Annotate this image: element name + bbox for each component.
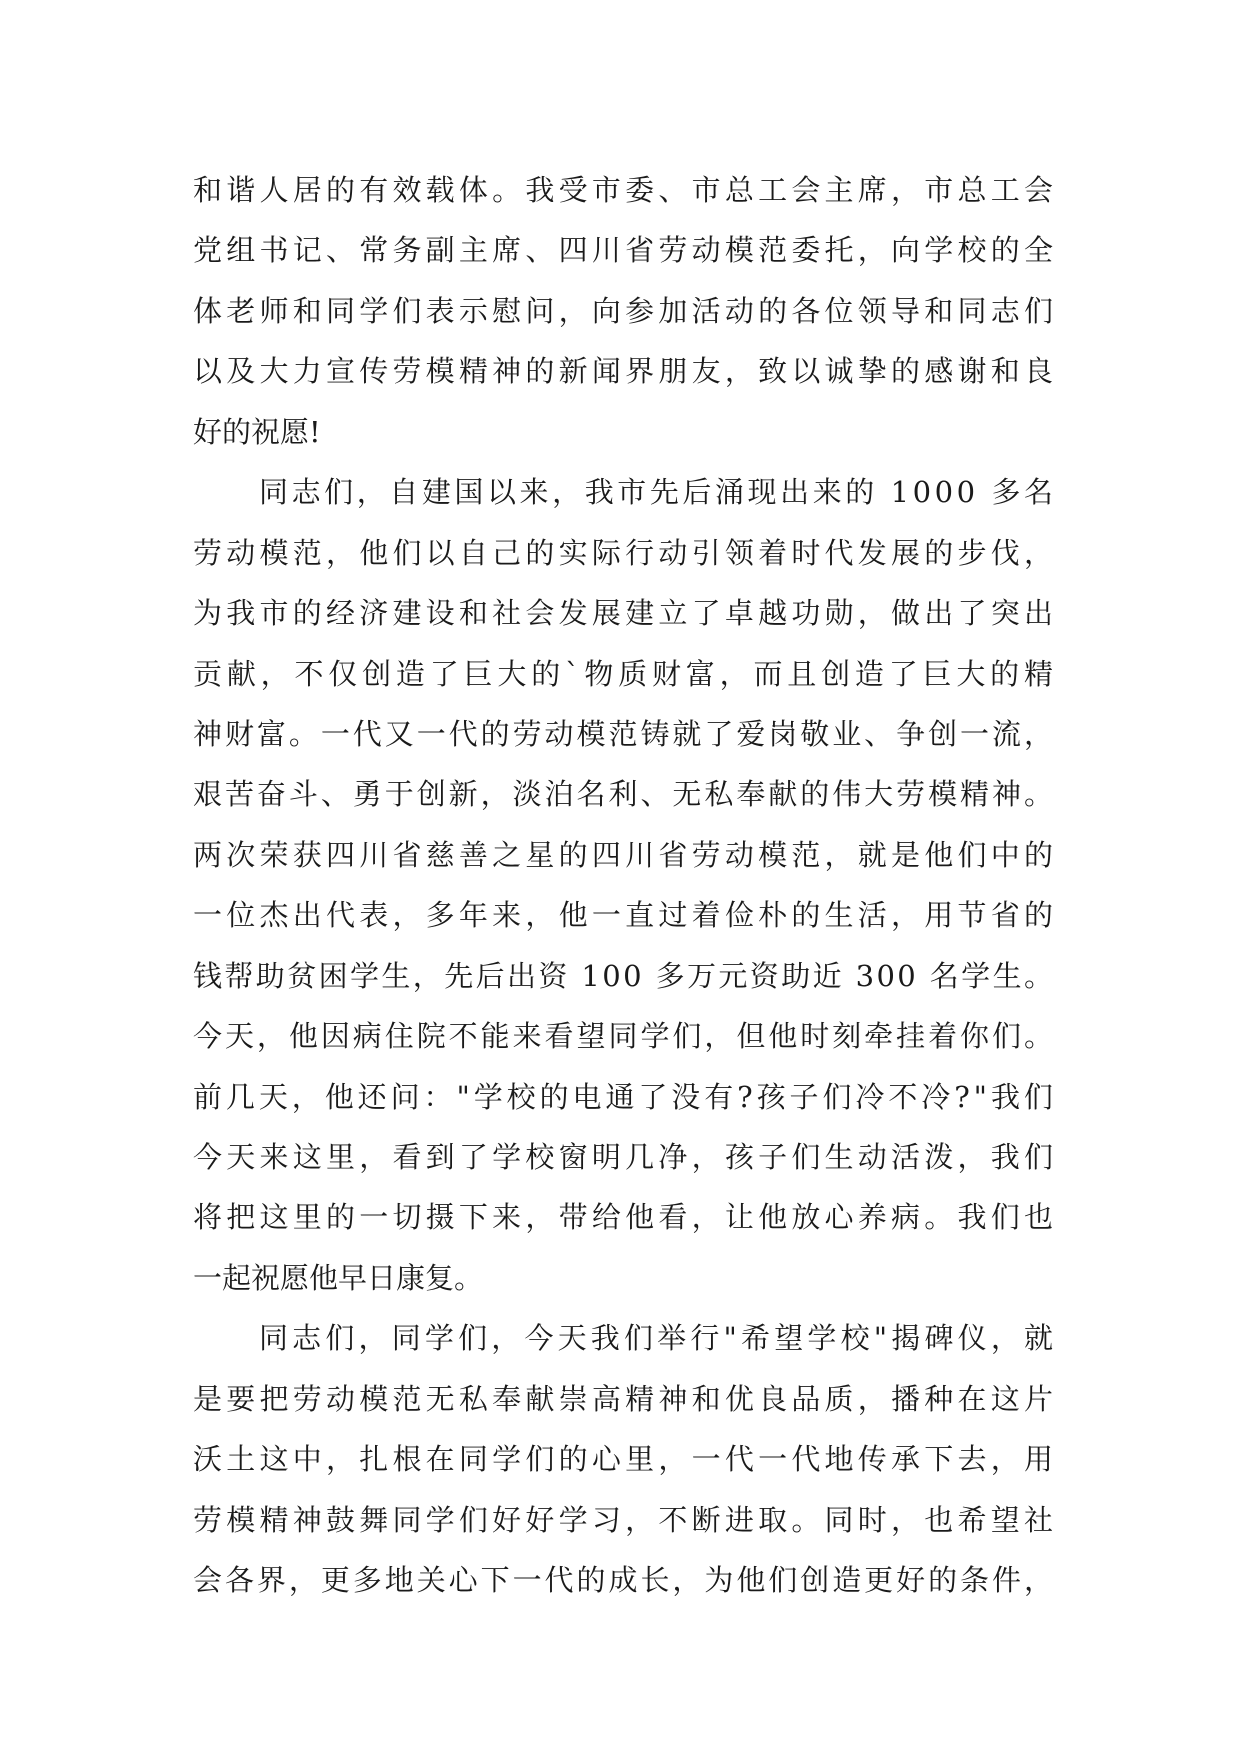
text-line: 为我市的经济建设和社会发展建立了卓越功勋，做出了突出	[193, 596, 1058, 631]
text-line: 同志们，自建国以来，我市先后涌现出来的 1000 多名	[259, 475, 1057, 510]
text-line: 党组书记、常务副主席、四川省劳动模范委托，向学校的全	[193, 233, 1058, 268]
text-line: 前几天，他还问："学校的电通了没有?孩子们冷不冷?"我们	[193, 1079, 1057, 1114]
text-line: 今天，他因病住院不能来看望同学们，但他时刻牵挂着你们。	[193, 1019, 1056, 1054]
text-line: 劳模精神鼓舞同学们好好学习，不断进取。同时，也希望社	[193, 1502, 1058, 1537]
text-line: 神财富。一代又一代的劳动模范铸就了爱岗敬业、争创一流，	[193, 716, 1056, 751]
text-line: 同志们，同学们，今天我们举行"希望学校"揭碑仪，就	[259, 1321, 1058, 1356]
text-line: 劳动模范，他们以自己的实际行动引领着时代发展的步伐，	[193, 535, 1058, 570]
text-line: 好的祝愿!	[193, 414, 321, 449]
text-line: 是要把劳动模范无私奉献崇高精神和优良品质，播种在这片	[193, 1381, 1058, 1416]
text-line: 两次荣获四川省慈善之星的四川省劳动模范，就是他们中的	[193, 837, 1058, 872]
text-line: 艰苦奋斗、勇于创新，淡泊名利、无私奉献的伟大劳模精神。	[193, 777, 1056, 812]
text-line: 以及大力宣传劳模精神的新闻界朋友，致以诚挚的感谢和良	[193, 354, 1058, 389]
text-line: 和谐人居的有效载体。我受市委、市总工会主席，市总工会	[193, 173, 1058, 207]
text-line: 会各界，更多地关心下一代的成长，为他们创造更好的条件，	[193, 1563, 1056, 1598]
text-line: 今天来这里，看到了学校窗明几净，孩子们生动活泼，我们	[193, 1140, 1058, 1174]
text-line: 钱帮助贫困学生，先后出资 100 多万元资助近 300 名学生。	[193, 958, 1056, 993]
text-line: 一起祝愿他早日康复。	[193, 1260, 484, 1295]
text-line: 一位杰出代表，多年来，他一直过着俭朴的生活，用节省的	[193, 898, 1058, 933]
text-line: 体老师和同学们表示慰问，向参加活动的各位领导和同志们	[193, 293, 1058, 328]
text-line: 贡献，不仅创造了巨大的`物质财富，而且创造了巨大的精	[193, 656, 1058, 691]
text-line: 将把这里的一切摄下来，带给他看，让他放心养病。我们也	[193, 1200, 1058, 1235]
body-text	[193, 160, 1058, 1611]
text-line: 沃土这中，扎根在同学们的心里，一代一代地传承下去，用	[193, 1442, 1058, 1477]
